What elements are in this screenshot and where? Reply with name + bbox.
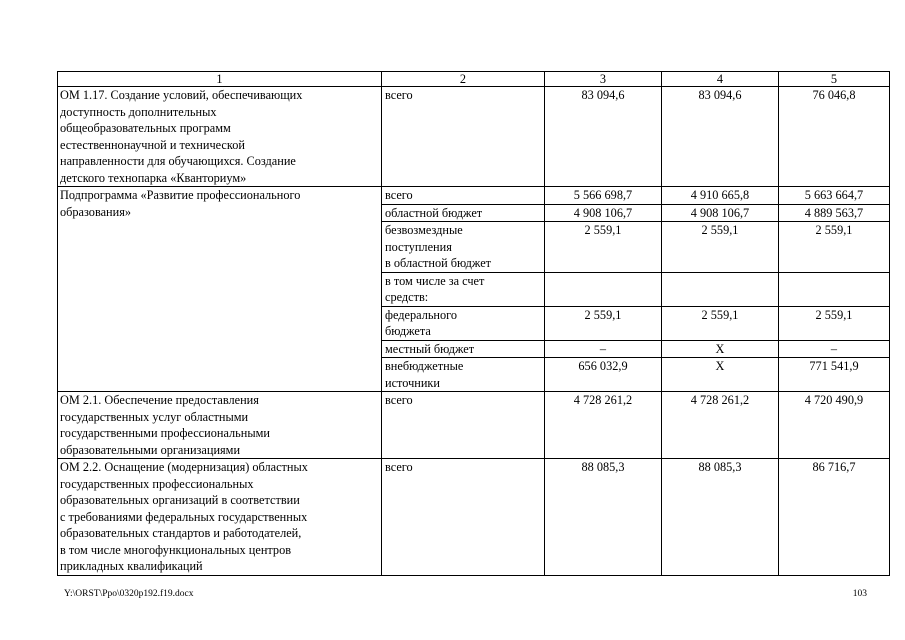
measure-title-line: образовательных организаций в соответствии <box>60 493 300 507</box>
measure-title-line: образовательных стандартов и работодателей, <box>60 526 302 540</box>
funding-source-line: внебюджетные <box>385 359 464 373</box>
header-cell: 3 <box>545 72 662 87</box>
value-cell: 2 559,1 <box>545 306 662 340</box>
footer-file-path: Y:\ORST\Ppo\0320p192.f19.docx <box>64 589 194 599</box>
value-cell <box>779 272 890 306</box>
value-cell: 2 559,1 <box>545 222 662 273</box>
measure-title-line: общеобразовательных программ <box>60 121 231 135</box>
funding-source-line: федерального <box>385 307 458 322</box>
funding-source-line: в том числе за счет <box>385 273 485 288</box>
funding-source-line: областной бюджет <box>385 205 483 220</box>
header-cell: 1 <box>58 72 382 87</box>
value-cell: Х <box>662 358 779 392</box>
measure-title-line: с требованиями федеральных государственных <box>60 509 308 524</box>
value-cell: 656 032,9 <box>545 358 662 392</box>
value-cell: 4 889 563,7 <box>779 204 890 222</box>
measure-title-line: направленности для обучающихся. Создание <box>60 154 296 168</box>
funding-source-line: в областной бюджет <box>385 256 492 270</box>
funding-source-cell <box>382 340 545 358</box>
table-row <box>58 392 890 459</box>
value-cell: 4 720 490,9 <box>779 392 890 459</box>
value-cell: 83 094,6 <box>545 87 662 187</box>
funding-source-line: поступления <box>385 239 452 254</box>
value-cell: 4 910 665,8 <box>662 187 779 205</box>
measure-title-cell <box>58 392 382 459</box>
budget-table <box>57 71 890 576</box>
measure-title-cell <box>58 87 382 187</box>
measure-title-line: образовательными организациями <box>60 442 241 457</box>
table-header-row <box>58 72 890 87</box>
funding-source-line: безвозмездные <box>385 223 463 237</box>
value-cell: 5 566 698,7 <box>545 187 662 205</box>
value-cell: – <box>545 340 662 358</box>
funding-source-cell <box>382 222 545 273</box>
funding-source-cell: всего <box>382 459 545 576</box>
measure-title-line: государственными профессиональными <box>60 426 270 440</box>
measure-title-line: ОМ 2.1. Обеспечение предоставления <box>60 393 259 407</box>
header-cell: 5 <box>779 72 890 87</box>
measure-title-line: прикладных квалификаций <box>60 559 203 573</box>
value-cell: 88 085,3 <box>662 459 779 576</box>
value-cell <box>545 272 662 306</box>
value-cell: 76 046,8 <box>779 87 890 187</box>
value-cell: 2 559,1 <box>662 306 779 340</box>
value-cell: 771 541,9 <box>779 358 890 392</box>
funding-source-cell <box>382 306 545 340</box>
subprogram-title-cell <box>58 187 382 392</box>
subprogram-title-line: Подпрограмма «Развитие профессионального <box>60 188 301 202</box>
funding-source-cell <box>382 272 545 306</box>
measure-title-line: в том числе многофункциональных центров <box>60 542 292 557</box>
measure-title-line: ОМ 2.2. Оснащение (модернизация) областных <box>60 460 308 474</box>
subprogram-title-line: образования» <box>60 204 132 219</box>
table-row <box>58 87 890 187</box>
budget-table-container <box>57 71 890 576</box>
funding-source-cell: всего <box>382 87 545 187</box>
header-cell: 2 <box>382 72 545 87</box>
funding-source-line: средств: <box>385 290 429 304</box>
value-cell: 4 908 106,7 <box>662 204 779 222</box>
measure-title-line: естественнонаучной и технической <box>60 137 245 152</box>
funding-source-line: местный бюджет <box>385 341 475 356</box>
value-cell: 2 559,1 <box>662 222 779 273</box>
measure-title-line: государственных услуг областными <box>60 409 249 424</box>
measure-title-line: ОМ 1.17. Создание условий, обеспечивающих <box>60 88 303 102</box>
table-row <box>58 187 890 205</box>
funding-source-line: бюджета <box>385 324 431 338</box>
value-cell: – <box>779 340 890 358</box>
measure-title-line: детского технопарка «Кванториум» <box>60 170 247 185</box>
value-cell: 5 663 664,7 <box>779 187 890 205</box>
value-cell: 88 085,3 <box>545 459 662 576</box>
value-cell: 4 908 106,7 <box>545 204 662 222</box>
value-cell: 86 716,7 <box>779 459 890 576</box>
funding-source-cell <box>382 204 545 222</box>
value-cell: 2 559,1 <box>779 306 890 340</box>
measure-title-cell <box>58 459 382 576</box>
value-cell: 83 094,6 <box>662 87 779 187</box>
footer-page-number: 103 <box>852 589 867 599</box>
funding-source-cell <box>382 187 545 205</box>
table-row <box>58 459 890 576</box>
funding-source-line: источники <box>385 375 440 390</box>
funding-source-cell <box>382 358 545 392</box>
value-cell: Х <box>662 340 779 358</box>
header-cell: 4 <box>662 72 779 87</box>
measure-title-line: доступность дополнительных <box>60 104 217 119</box>
funding-source-cell: всего <box>382 392 545 459</box>
funding-source-line: всего <box>385 188 413 202</box>
value-cell: 4 728 261,2 <box>545 392 662 459</box>
value-cell: 4 728 261,2 <box>662 392 779 459</box>
value-cell <box>662 272 779 306</box>
measure-title-line: государственных профессиональных <box>60 476 254 491</box>
value-cell: 2 559,1 <box>779 222 890 273</box>
